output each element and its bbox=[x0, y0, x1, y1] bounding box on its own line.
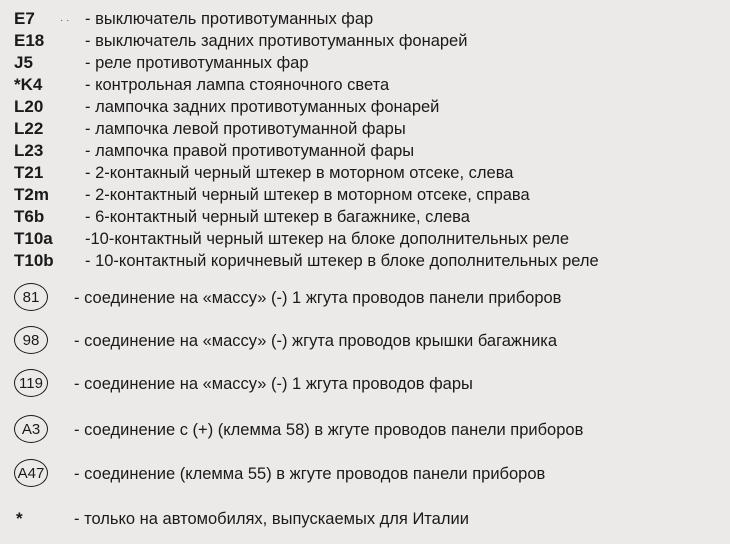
connection-point-circle: A47 bbox=[14, 459, 48, 487]
legend-desc: - 2-контакный черный штекер в моторном отсеке, слева bbox=[85, 164, 514, 182]
dots-marker: · · bbox=[60, 15, 70, 26]
ground-point-circle: 119 bbox=[14, 369, 48, 397]
legend-code: T10b bbox=[14, 251, 54, 270]
legend-desc: - выключатель противотуманных фар bbox=[85, 10, 374, 28]
legend-desc: - 6-контактный черный штекер в багажнике, слева bbox=[85, 208, 470, 226]
legend-desc: - реле противотуманных фар bbox=[85, 54, 309, 72]
legend-desc: - 10-контактный коричневый штекер в блоке дополнительных реле bbox=[85, 252, 599, 270]
ground-desc: - соединение на «массу» (-) 1 жгута проводов фары bbox=[74, 375, 473, 393]
legend-code: T10a bbox=[14, 229, 53, 248]
ground-desc: - соединение на «массу» (-) 1 жгута проводов панели приборов bbox=[74, 289, 562, 307]
legend-code: L20 bbox=[14, 97, 44, 116]
legend-desc: - 2-контактный черный штекер в моторном отсеке, справа bbox=[85, 186, 530, 204]
legend-desc: - контрольная лампа стояночного света bbox=[85, 76, 390, 94]
legend-desc: - выключатель задних противотуманных фонарей bbox=[85, 32, 468, 50]
ground-point-circle: 81 bbox=[14, 283, 48, 311]
ground-point-circle: 98 bbox=[14, 326, 48, 354]
legend-code: J5 bbox=[14, 53, 33, 72]
legend-code: L23 bbox=[14, 141, 44, 160]
connection-point-circle: A3 bbox=[14, 415, 48, 443]
footnote-desc: - только на автомобилях, выпускаемых для Италии bbox=[74, 510, 469, 528]
legend-code: E7 bbox=[14, 9, 35, 28]
legend-desc: - лампочка задних противотуманных фонарей bbox=[85, 98, 440, 116]
ground-desc: - соединение (клемма 55) в жгуте проводов панели приборов bbox=[74, 465, 546, 483]
legend-desc: - лампочка правой противотуманной фары bbox=[85, 142, 415, 160]
legend-code: T6b bbox=[14, 207, 45, 226]
legend-code: *K4 bbox=[14, 75, 43, 94]
legend-code: E18 bbox=[14, 31, 45, 50]
legend-code: T21 bbox=[14, 163, 44, 182]
footnote-mark: * bbox=[16, 509, 23, 528]
legend-code: T2m bbox=[14, 185, 49, 204]
legend-code: L22 bbox=[14, 119, 44, 138]
ground-desc: - соединение с (+) (клемма 58) в жгуте проводов панели приборов bbox=[74, 421, 584, 439]
legend-desc: - лампочка левой противотуманной фары bbox=[85, 120, 406, 138]
legend-desc: -10-контактный черный штекер на блоке дополнительных реле bbox=[85, 230, 570, 248]
ground-desc: - соединение на «массу» (-) жгута проводов крышки багажника bbox=[74, 332, 558, 350]
